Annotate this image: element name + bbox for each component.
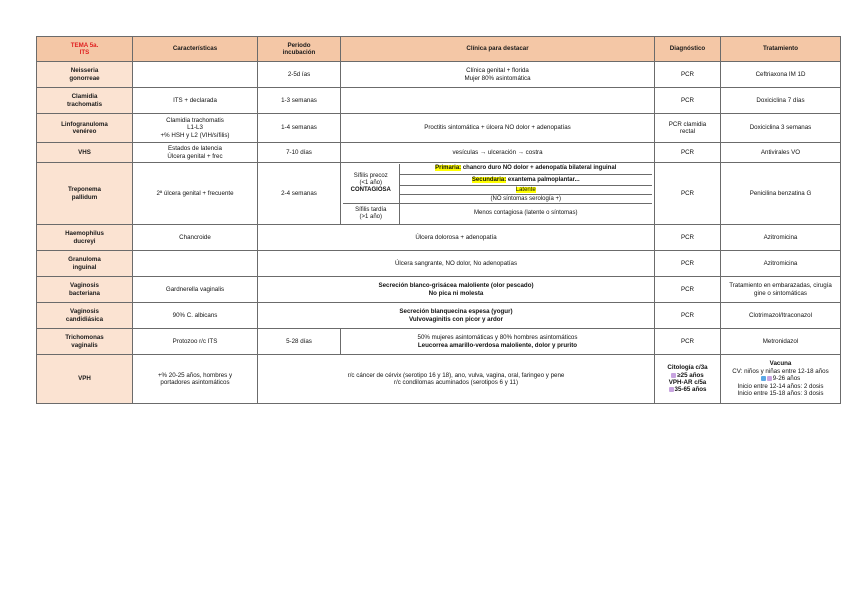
female-icon: [671, 373, 676, 378]
diag-neisseria: PCR: [655, 62, 721, 88]
table-row-treponema: [37, 163, 841, 225]
trat-neisseria: Ceftriaxona IM 1D: [721, 62, 841, 88]
name-treponema: Treponema pallidum: [37, 163, 133, 225]
name-vph: VPH: [37, 355, 133, 404]
sifilis-stages: [343, 164, 652, 224]
table-row-clamidia: [37, 88, 841, 114]
caract-vaginosis-candidiasica: 90% C. albicans: [133, 303, 258, 329]
name-haemophilus: Haemophilus ducreyi: [37, 225, 133, 251]
name-vaginosis-bacteriana: Vaginosis bacteriana: [37, 277, 133, 303]
name-linfogranuloma: Linfogranuloma venéreo: [37, 114, 133, 143]
table-row-linfogranuloma: [37, 114, 841, 143]
name-granuloma: Granuloma inguinal: [37, 251, 133, 277]
diag-trichomonas: PCR: [655, 329, 721, 355]
diag-haemophilus: PCR: [655, 225, 721, 251]
male-icon: [761, 376, 766, 381]
header-tratamiento: Tratamiento: [721, 37, 841, 62]
trat-linfogranuloma: Doxiciclina 3 semanas: [721, 114, 841, 143]
trat-clamidia: Doxiciclina 7 días: [721, 88, 841, 114]
sifilis-precoz-label: Sífilis precoz (<1 año) CONTAGIOSA: [343, 164, 399, 204]
incub-linfogranuloma: 1-4 semanas: [258, 114, 341, 143]
table-row-vhs: [37, 143, 841, 163]
name-trichomonas: Trichomonas vaginalis: [37, 329, 133, 355]
its-sheet: [36, 36, 840, 404]
clinica-clamidia: [341, 88, 655, 114]
diag-linfogranuloma: PCR clamidia rectal: [655, 114, 721, 143]
table-row-granuloma: [37, 251, 841, 277]
sifilis-secundaria: Secundaria: exantema palmoplantar...: [399, 175, 652, 186]
diag-clamidia: PCR: [655, 88, 721, 114]
diag-treponema: PCR: [655, 163, 721, 225]
trat-treponema: Penicilina benzatina G: [721, 163, 841, 225]
header-diagnostico: Diagnóstico: [655, 37, 721, 62]
trat-vhs: Antivirales VO: [721, 143, 841, 163]
clinica-granuloma: Úlcera sangrante, NO dolor, No adenopatías: [258, 251, 655, 277]
caract-vaginosis-bacteriana: Gardnerella vaginalis: [133, 277, 258, 303]
name-neisseria: Neisseria gonorreae: [37, 62, 133, 88]
incub-vhs: 7-10 días: [258, 143, 341, 163]
header-clinica: Clínica para destacar: [341, 37, 655, 62]
incub-trichomonas: 5-28 días: [258, 329, 341, 355]
clinica-vhs: vesículas → ulceración → costra: [341, 143, 655, 163]
clinica-neisseria: Clínica genital + florida Mujer 80% asintomática: [341, 62, 655, 88]
trat-vph: Vacuna CV: niños y niñas entre 12-18 años 9-26 años Inicio entre 12-14 años: 2 dosis Inicio entre 15-18 años: 3 dosis: [721, 355, 841, 404]
caract-haemophilus: Chancroide: [133, 225, 258, 251]
female-icon: [767, 376, 772, 381]
caract-vph: +% 20-25 años, hombres y portadores asintomáticos: [133, 355, 258, 404]
name-vaginosis-candidiasica: Vaginosis candidiásica: [37, 303, 133, 329]
table-row-haemophilus: [37, 225, 841, 251]
diag-granuloma: PCR: [655, 251, 721, 277]
clinica-treponema: [341, 163, 655, 225]
its-table: [36, 36, 841, 404]
caract-trichomonas: Protozoo r/c ITS: [133, 329, 258, 355]
table-row-vaginosis-bacteriana: [37, 277, 841, 303]
table-row-neisseria: [37, 62, 841, 88]
header-periodo: Periodo incubación: [258, 37, 341, 62]
caract-granuloma: [133, 251, 258, 277]
header-tema: TEMA 5a. ITS: [37, 37, 133, 62]
trat-vaginosis-bacteriana: Tratamiento en embarazadas, cirugía gine o sintomáticas: [721, 277, 841, 303]
table-row-vaginosis-candidiasica: [37, 303, 841, 329]
clinica-trichomonas: 50% mujeres asintomáticas y 80% hombres asintomáticos Leucorrea amarillo-verdosa maloliente, dolor y prurito: [341, 329, 655, 355]
female-icon: [669, 387, 674, 392]
name-vhs: VHS: [37, 143, 133, 163]
diag-vaginosis-candidiasica: PCR: [655, 303, 721, 329]
caract-linfogranuloma: Clamidia trachomatis L1-L3 +% HSH y L2 (VIH/sífilis): [133, 114, 258, 143]
sifilis-latente: Latente: [399, 186, 652, 195]
clinica-vph: r/c cáncer de cérvix (serotipo 16 y 18), ano, vulva, vagina, oral, faringeo y pene r/c condilomas acuminados (serotipos 6 y 11): [258, 355, 655, 404]
header-caracteristicas: Características: [133, 37, 258, 62]
trat-vaginosis-candidiasica: Clotrimazol/Itraconazol: [721, 303, 841, 329]
caract-treponema: 2ª úlcera genital + frecuente: [133, 163, 258, 225]
table-row-trichomonas: [37, 329, 841, 355]
incub-clamidia: 1-3 semanas: [258, 88, 341, 114]
trat-trichomonas: Metronidazol: [721, 329, 841, 355]
sifilis-latente-desc: (NO síntomas serología +): [399, 195, 652, 204]
caract-vhs: Estados de latencia Úlcera genital + frec: [133, 143, 258, 163]
clinica-linfogranuloma: Proctitis sintomática + úlcera NO dolor + adenopatías: [341, 114, 655, 143]
caract-clamidia: ITS + declarada: [133, 88, 258, 114]
sifilis-tardia-label: Sífilis tardía (>1 año): [343, 204, 399, 224]
table-row-vph: [37, 355, 841, 404]
header-row: [37, 37, 841, 62]
incub-treponema: 2-4 semanas: [258, 163, 341, 225]
diag-vaginosis-bacteriana: PCR: [655, 277, 721, 303]
sifilis-primaria: Primaria: chancro duro NO dolor + adenopatía bilateral inguinal: [399, 164, 652, 175]
sifilis-tardia-row: [343, 204, 652, 224]
diag-vph: Citología c/3a ≥25 años VPH-AR c/5a 35-65 años: [655, 355, 721, 404]
clinica-haemophilus: Úlcera dolorosa + adenopatía: [258, 225, 655, 251]
trat-haemophilus: Azitromicina: [721, 225, 841, 251]
diag-vhs: PCR: [655, 143, 721, 163]
sifilis-precoz-row: [343, 164, 652, 175]
clinica-vaginosis-candidiasica: Secreción blanquecina espesa (yogur) Vulvovaginitis con picor y ardor: [258, 303, 655, 329]
sifilis-tardia-desc: Menos contagiosa (latente o síntomas): [399, 204, 652, 224]
name-clamidia: Clamidia trachomatis: [37, 88, 133, 114]
clinica-vaginosis-bacteriana: Secreción blanco-grisácea maloliente (olor pescado) No pica ni molesta: [258, 277, 655, 303]
trat-granuloma: Azitromicina: [721, 251, 841, 277]
incub-neisseria: 2-5d ías: [258, 62, 341, 88]
caract-neisseria: [133, 62, 258, 88]
